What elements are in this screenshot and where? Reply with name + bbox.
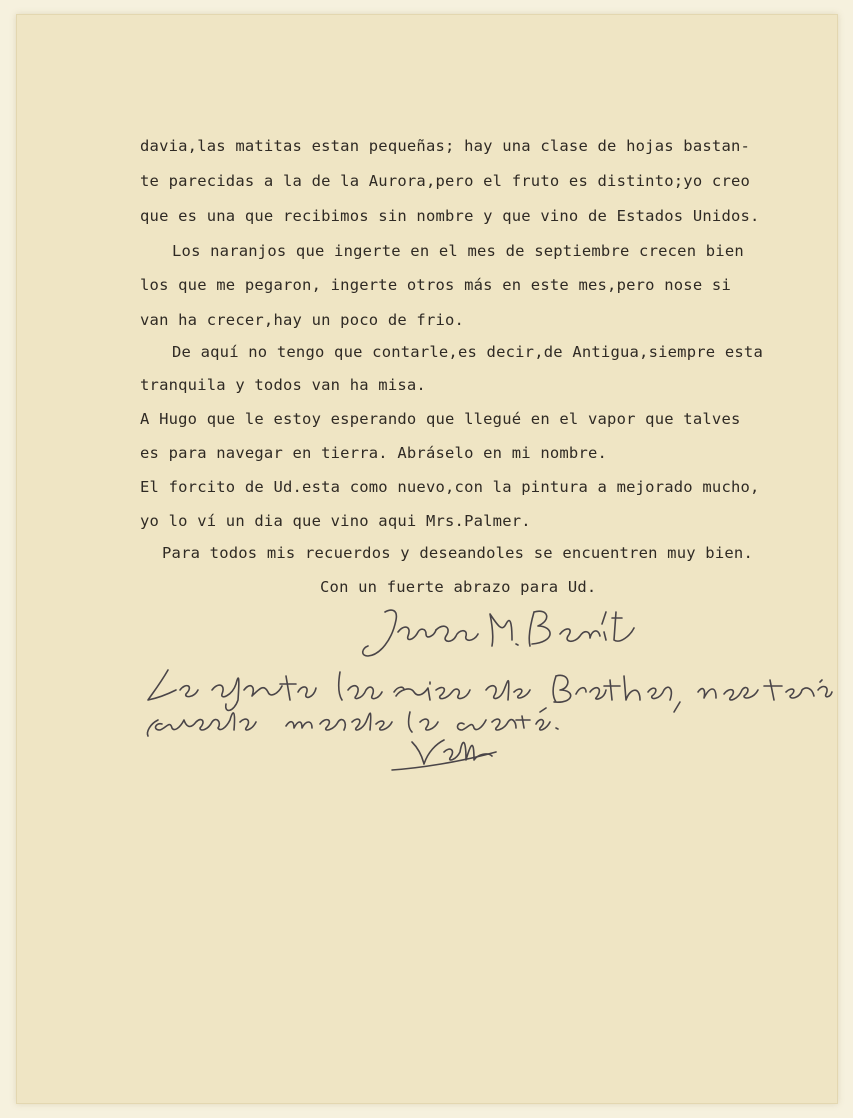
letter-line: De aquí no tengo que contarle,es decir,de Antigua,siempre esta <box>172 343 763 361</box>
letter-line: es para navegar en tierra. Abráselo en mi nombre. <box>140 444 608 462</box>
letter-line: Los naranjos que ingerte en el mes de septiembre crecen bien <box>172 242 744 260</box>
postscript-line-2 <box>147 708 558 736</box>
letter-line: Con un fuerte abrazo para Ud. <box>320 578 597 596</box>
letter-line: Para todos mis recuerdos y deseandoles se encuentren muy bien. <box>162 544 753 562</box>
letter-line: tranquila y todos van ha misa. <box>140 376 426 394</box>
letter-line: davia,las matitas estan pequeñas; hay una clase de hojas bastan- <box>140 137 751 155</box>
letter-line: El forcito de Ud.esta como nuevo,con la pintura a mejorado mucho, <box>140 478 760 496</box>
signature <box>363 610 634 656</box>
letter-line: que es una que recibimos sin nombre y que vino de Estados Unidos. <box>140 207 760 225</box>
letter-line: los que me pegaron, ingerte otros más en este mes,pero nose si <box>140 276 731 294</box>
letter-line: te parecidas a la de la Aurora,pero el fruto es distinto;yo creo <box>140 172 751 190</box>
initials-valle <box>392 740 496 770</box>
letter-line: van ha crecer,hay un poco de frio. <box>140 311 465 329</box>
postscript-line-1 <box>148 670 832 712</box>
letter-line: A Hugo que le estoy esperando que llegué en el vapor que talves <box>140 410 741 428</box>
letter-line: yo lo ví un dia que vino aqui Mrs.Palmer. <box>140 512 531 530</box>
